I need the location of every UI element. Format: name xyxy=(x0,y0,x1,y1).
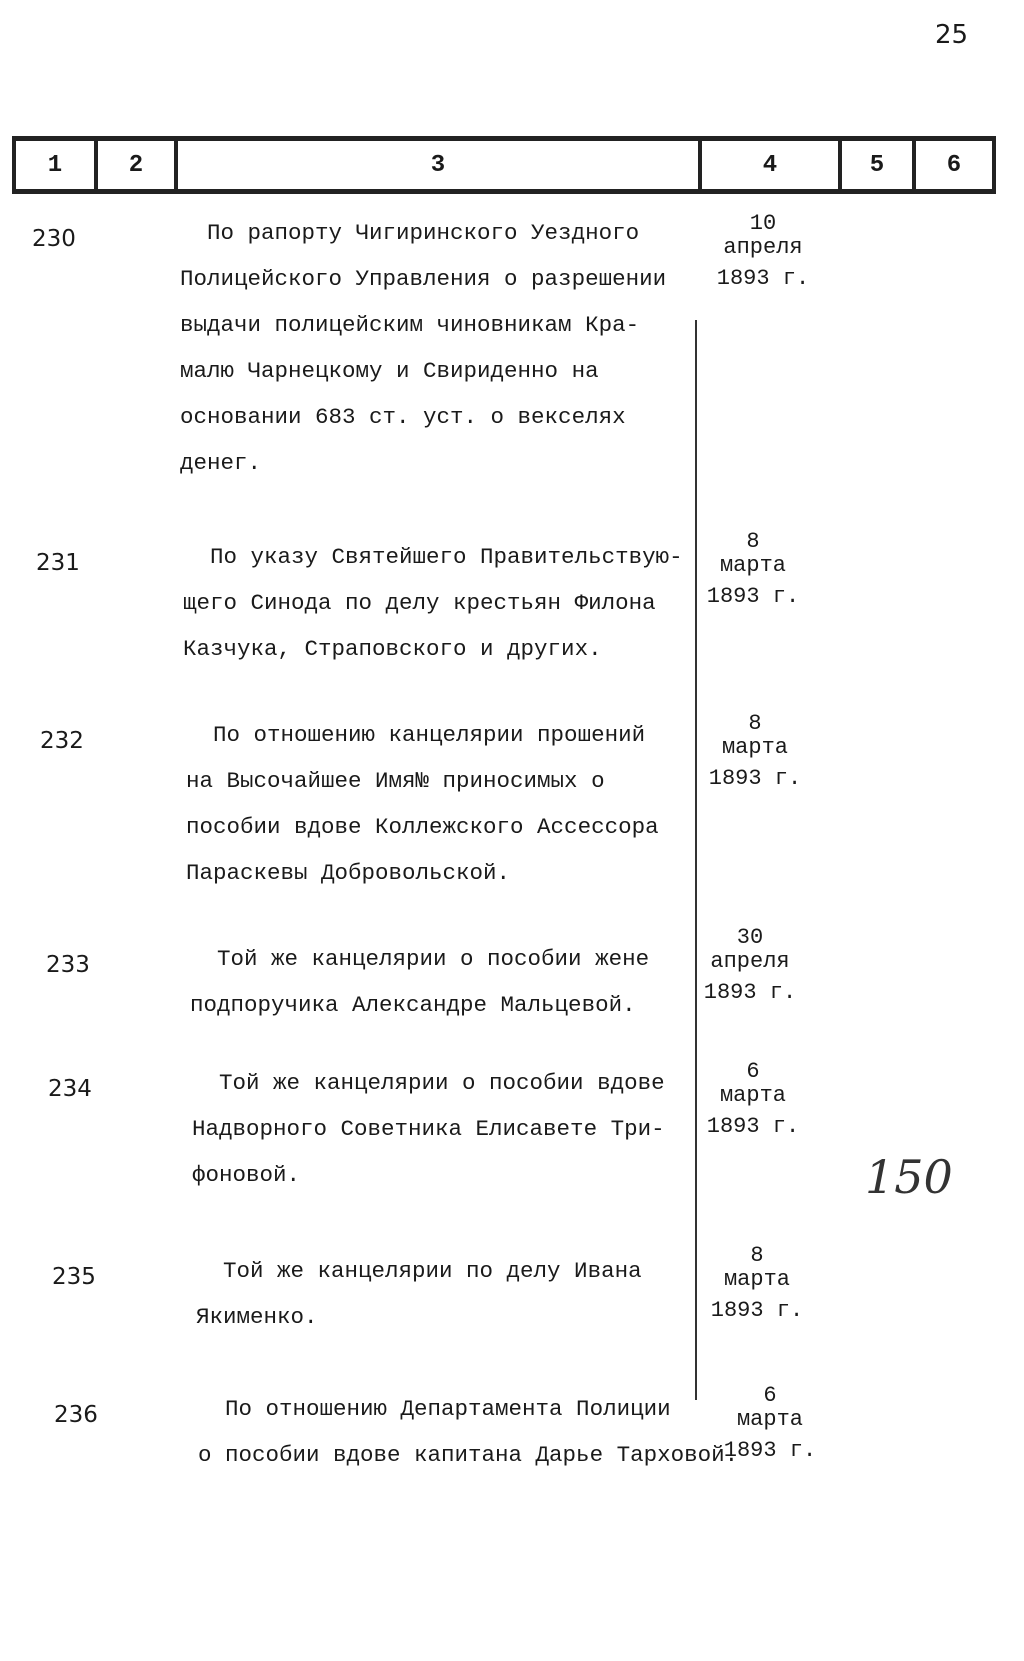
column-header-3: 3 xyxy=(174,141,698,189)
entry-text-line: По указу Святейшего Правительствую- xyxy=(183,544,683,570)
entry-text-line: выдачи полицейским чиновникам Кра- xyxy=(180,312,640,338)
date-day: 8 xyxy=(748,711,762,736)
date-day: 8 xyxy=(746,529,760,554)
date-day: 8 xyxy=(750,1243,764,1268)
entry-date xyxy=(690,926,810,1012)
date-year: 1893 г. xyxy=(708,766,802,791)
date-month: марта xyxy=(719,553,786,578)
date-month: апреля xyxy=(710,949,790,974)
entry-text-line: Надворного Советника Елисавете Три- xyxy=(192,1116,665,1142)
entry-text-line: подпоручика Александре Мальцевой. xyxy=(190,992,636,1018)
entry-date xyxy=(695,712,815,798)
entry-number: 235 xyxy=(52,1264,96,1290)
entry-date xyxy=(693,530,813,616)
date-year: 1893 г. xyxy=(710,1298,804,1323)
entry-text-line: Той же канцелярии по делу Ивана xyxy=(196,1258,642,1284)
entry-text-line: малю Чарнецкому и Свириденно на xyxy=(180,358,599,384)
date-month: марта xyxy=(721,735,788,760)
column-header-4: 4 xyxy=(698,141,838,189)
entry-text xyxy=(196,1248,642,1340)
entry-date xyxy=(703,212,823,298)
column-header-2: 2 xyxy=(94,141,174,189)
entry-text xyxy=(198,1386,738,1478)
entry-text-line: о пособии вдове капитана Дарье Тарховой. xyxy=(198,1442,739,1468)
entry-date xyxy=(710,1384,830,1470)
column-header-row xyxy=(12,136,996,194)
date-day: 6 xyxy=(746,1059,760,1084)
entry-date xyxy=(693,1060,813,1146)
date-day: 10 xyxy=(749,211,777,236)
entry-text-line: Якименко. xyxy=(196,1304,318,1330)
entry-text-line: основании 683 ст. уст. о векселях xyxy=(180,404,626,430)
entry-text xyxy=(192,1060,665,1198)
entry-text-line: Полицейского Управления о разрешении xyxy=(180,266,667,292)
entry-text xyxy=(183,534,683,672)
date-month: марта xyxy=(719,1083,786,1108)
entry-number: 234 xyxy=(48,1076,92,1102)
date-day: 6 xyxy=(763,1383,777,1408)
date-day: 30 xyxy=(736,925,764,950)
entry-text-line: денег. xyxy=(180,450,262,476)
entry-text xyxy=(186,712,659,896)
entry-text xyxy=(180,210,666,486)
date-year: 1893 г. xyxy=(716,266,810,291)
column-divider-line xyxy=(695,320,697,1400)
entry-text-line: фоновой. xyxy=(192,1162,301,1188)
entry-text-line: Параскевы Добровольской. xyxy=(186,860,511,886)
column-header-1: 1 xyxy=(12,141,94,189)
entry-text-line: Казчука, Страповского и других. xyxy=(183,636,602,662)
date-month: марта xyxy=(736,1407,803,1432)
entry-text-line: По отношению канцелярии прошений xyxy=(186,722,646,748)
column-header-5: 5 xyxy=(838,141,912,189)
entry-number: 236 xyxy=(54,1402,98,1428)
handwritten-note: 150 xyxy=(865,1150,953,1204)
entry-text-line: на Высочайшее Имя№ приносимых о xyxy=(186,768,605,794)
entry-number: 230 xyxy=(32,226,76,252)
date-year: 1893 г. xyxy=(723,1438,817,1463)
entry-text-line: Той же канцелярии о пособии вдове xyxy=(192,1070,665,1096)
entry-text xyxy=(190,936,649,1028)
entry-number: 232 xyxy=(40,728,84,754)
page-number: 25 xyxy=(935,20,969,50)
entry-text-line: По отношению Департамента Полиции xyxy=(198,1396,671,1422)
entry-date xyxy=(697,1244,817,1330)
date-year: 1893 г. xyxy=(706,584,800,609)
date-month: марта xyxy=(723,1267,790,1292)
entry-text-line: пособии вдове Коллежского Ассессора xyxy=(186,814,659,840)
date-year: 1893 г. xyxy=(703,980,797,1005)
date-year: 1893 г. xyxy=(706,1114,800,1139)
entry-text-line: По рапорту Чигиринского Уездного xyxy=(180,220,640,246)
entry-number: 233 xyxy=(46,952,90,978)
entry-text-line: щего Синода по делу крестьян Филона xyxy=(183,590,656,616)
entry-text-line: Той же канцелярии о пособии жене xyxy=(190,946,650,972)
entry-number: 231 xyxy=(36,550,80,576)
date-month: апреля xyxy=(723,235,803,260)
column-header-6: 6 xyxy=(912,141,996,189)
